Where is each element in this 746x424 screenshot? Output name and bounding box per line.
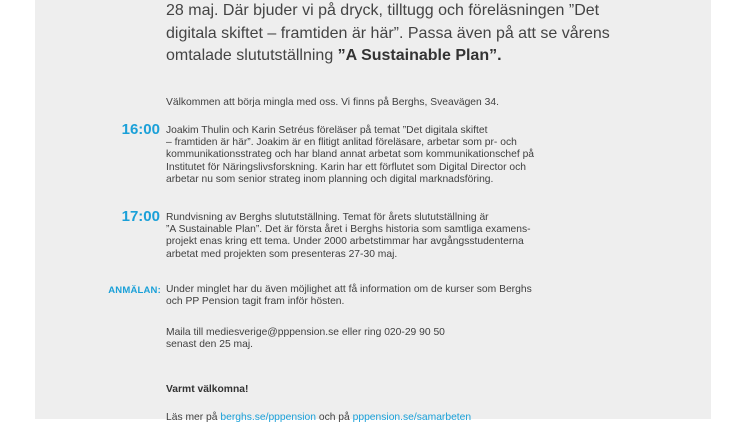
schedule-1600-line: arbetar nu som senior strateg inom planning och digital marknadsföring. [166, 173, 494, 185]
schedule-1600-line: Joakim Thulin och Karin Setréus föreläser på temat ”Det digitala skiftet [166, 125, 488, 136]
registration-contact [166, 327, 445, 351]
schedule-1600-line: Institutet för Näringslivsforskning. Karin har ett förflutet som Digital Director och [166, 161, 526, 173]
registration-contact-line: senast den 25 maj. [166, 339, 254, 351]
registration-contact-line: Maila till mediesverige@pppension.se eller ring 020-29 90 50 [166, 327, 445, 338]
registration-info [166, 284, 532, 308]
registration-label: ANMÄLAN: [108, 285, 161, 296]
footer-links [166, 412, 471, 424]
intro-line-1: 28 maj. Där bjuder vi på dryck, tilltugg och föreläsningen ”Det [166, 2, 600, 19]
schedule-text-1600 [166, 125, 534, 186]
schedule-1700-line: Rundvisning av Berghs slututställning. Temat för årets slututställning är [166, 212, 489, 223]
schedule-text-1700 [166, 212, 531, 261]
schedule-time-1600: 16:00 [121, 121, 160, 138]
berghs-link[interactable]: berghs.se/pppension [220, 412, 316, 423]
registration-info-line: Under minglet har du även möjlighet att få information om de kurser som Berghs [166, 284, 532, 295]
footer-prefix: Läs mer på [166, 412, 221, 423]
intro-paragraph [166, 0, 610, 68]
footer-middle: och på [315, 412, 353, 423]
schedule-1700-line: arbetat med projekten som presenteras 27-30 maj. [166, 248, 398, 260]
welcome-text: Välkommen att börja mingla med oss. Vi finns på Berghs, Sveavägen 34. [166, 97, 499, 108]
schedule-1600-line: – framtiden är här”. Joakim är en flitigt anlitad föreläsare, arbetar som pr- och [166, 137, 517, 149]
schedule-1700-line: projekt enas kring ett tema. Under 2000 arbetstimmar har avgångsstudenterna [166, 236, 524, 248]
exhibition-title: ”A Sustainable Plan”. [337, 47, 502, 64]
closing-greeting: Varmt välkomna! [166, 384, 249, 395]
registration-info-line: och PP Pension tagit fram inför hösten. [166, 296, 345, 308]
intro-line-3-text: omtalade slututställning [166, 47, 338, 64]
schedule-1600-line: kommunikationsstrateg och har bland annat arbetat som kommunikationschef på [166, 149, 535, 161]
schedule-time-1700: 17:00 [121, 208, 160, 225]
schedule-1700-line: ”A Sustainable Plan”. Det är första året i Berghs historia som samtliga examens- [166, 224, 531, 236]
pppension-link[interactable]: pppension.se/samarbeten [352, 412, 472, 423]
intro-line-3 [166, 45, 606, 68]
intro-line-2: digitala skiftet – framtiden är här”. Passa även på att se vårens [166, 24, 610, 42]
